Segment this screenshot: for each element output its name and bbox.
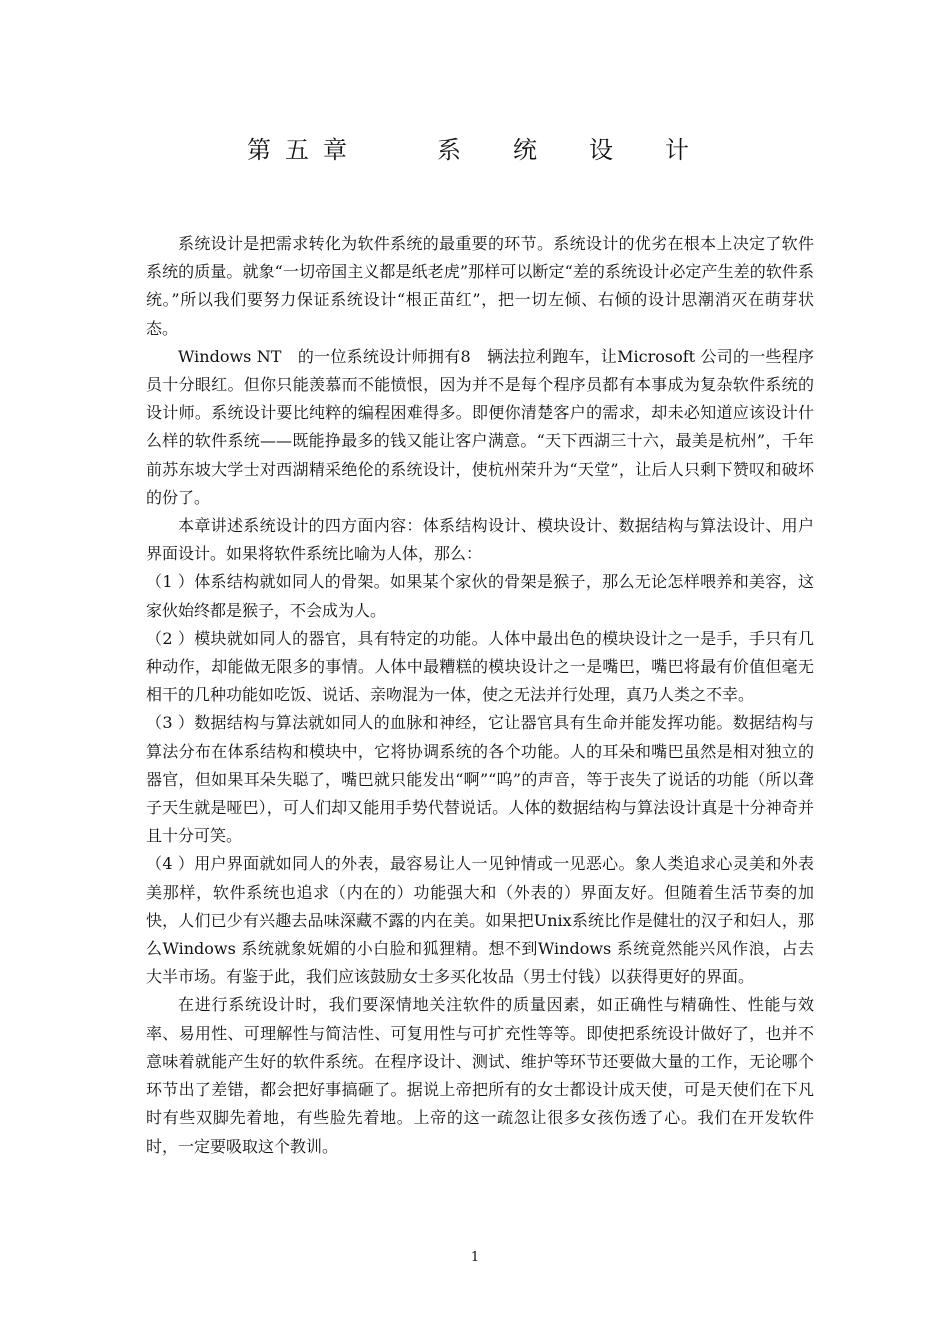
paragraph-quality-factors: 在进行系统设计时，我们要深情地关注软件的质量因素，如正确性与精确性、性能与效率、易用性、可理解性与简洁性、可复用性与可扩充性等等。即使把系统设计做好了，也并不意味着就能产生好的软件系统。在程序设计、测试、维护等环节还要做大量的工作，无论哪个环节出了差错，都会把好事搞砸了。据说上帝把所有的女士都设计成天使，可是天使们在下凡时有些双脚先着地，有些脸先着地。上帝的这一疏忽让很多女孩伤透了心。我们在开发软件时，一定要吸取这个教训。 — [146, 995, 814, 1156]
page-title: 第五章 系 统 设 计 — [247, 136, 703, 164]
list-item-architecture: （1 ）体系结构就如同人的骨架。如果某个家伙的骨架是猴子，那么无论怎样喂养和美容，这家伙始终都是猴子，不会成为人。 — [146, 572, 814, 620]
paragraph-windows-nt: Windows NT 的一位系统设计师拥有8 辆法拉利跑车，让Microsoft 公司的一些程序员十分眼红。但你只能羡慕而不能愤恨，因为并不是每个程序员都有本事成为复杂软件系统的设计师。系统设计要比纯粹的编程困难得多。即便你清楚客户的需求，却未必知道应该设计什么样的软件系统——既能挣最多的钱又能让客户满意。“天下西湖三十六，最美是杭州”，千年前苏东坡大学士对西湖精采绝伦的系统设计，使杭州荣升为“天堂”，让后人只剩下赞叹和破坏的份了。 — [146, 346, 814, 507]
list-item-user-interface: （4 ）用户界面就如同人的外表，最容易让人一见钟情或一见恶心。象人类追求心灵美和外表美那样，软件系统也追求（内在的）功能强大和（外表的）界面友好。但随着生活节奏的加快，人们已少有兴趣去品味深藏不露的内在美。如果把Unix系统比作是健壮的汉子和妇人，那么Windows 系统就象妩媚的小白脸和狐狸精。想不到Windows 系统竟然能兴风作浪，占去大半市场。有鉴于此，我们应该鼓励女士多买化妆品（男士付钱）以获得更好的界面。 — [146, 854, 814, 987]
body-text — [146, 230, 814, 1161]
list-item-data-structures: （3 ）数据结构与算法就如同人的血脉和神经，它让器官具有生命并能发挥功能。数据结构与算法分布在体系结构和模块中，它将协调系统的各个功能。人的耳朵和嘴巴虽然是相对独立的器官，但如果耳朵失聪了，嘴巴就只能发出“啊”“呜”的声音，等于丧失了说话的功能（所以聋子天生就是哑巴），可人们却又能用手势代替说话。人体的数据结构与算法设计真是十分神奇并且十分可笑。 — [146, 713, 814, 846]
list-item-modules: （2 ）模块就如同人的器官，具有特定的功能。人体中最出色的模块设计之一是手，手只有几种动作，却能做无限多的事情。人体中最糟糕的模块设计之一是嘴巴，嘴巴将最有价值但毫无相干的几种功能如吃饭、说话、亲吻混为一体，使之无法并行处理，真乃人类之不幸。 — [146, 628, 814, 705]
paragraph-intro: 系统设计是把需求转化为软件系统的最重要的环节。系统设计的优劣在根本上决定了软件系统的质量。就象“一切帝国主义都是纸老虎”那样可以断定“差的系统设计必定产生差的软件系统。”所以我们要努力保证系统设计“根正苗红”，把一切左倾、右倾的设计思潮消灭在萌芽状态。 — [146, 234, 814, 338]
page-number: 1 — [470, 1250, 480, 1265]
paragraph-chapter-overview: 本章讲述系统设计的四方面内容：体系结构设计、模块设计、数据结构与算法设计、用户界面设计。如果将软件系统比喻为人体，那么： — [146, 516, 814, 564]
